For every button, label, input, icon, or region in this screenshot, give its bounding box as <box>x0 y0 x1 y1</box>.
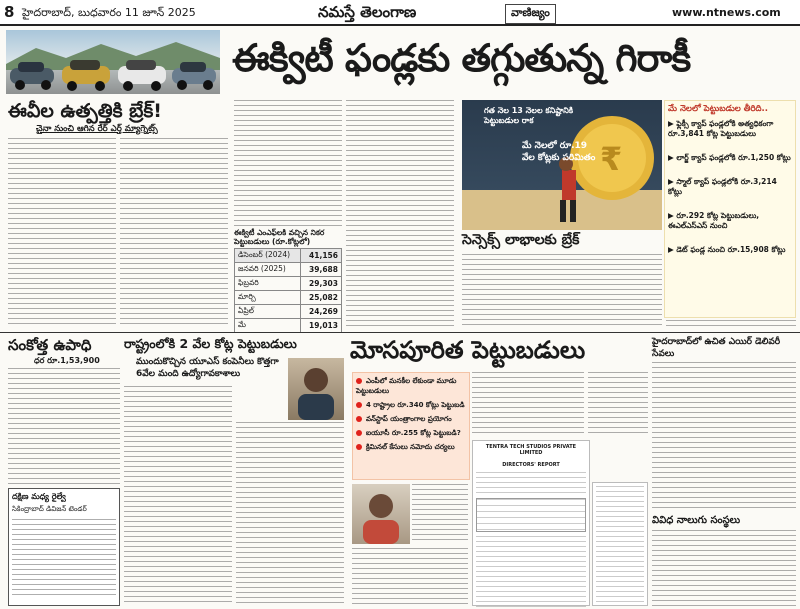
sidebar-item: ▶ రూ.292 కోట్ల పెట్టుబడులు, ఈఎల్ఎస్ఎస్ నుంచి <box>668 211 760 230</box>
investment-subhead: ముందుకొచ్చిన యూఎస్ కంపెనీలు కొత్తగా 6వేల మంది ఉద్యోగావకాశాలు <box>136 357 279 379</box>
fraud-body-col2 <box>588 372 648 436</box>
right-col-body-2 <box>652 530 796 606</box>
bullet-text: ఐయూసీ రూ.255 కోట్ల పెట్టుబడి? <box>366 429 461 437</box>
month-cell: ఫిబ్రవరి <box>235 277 301 291</box>
doc-title: TENTRA TECH STUDIOS PRIVATE LIMITED <box>485 444 577 456</box>
month-cell: మే <box>235 319 301 333</box>
dateline: హైదరాబాద్, బుధవారం 11 జూన్ 2025 <box>22 6 196 19</box>
doc-heading: DIRECTORS' REPORT <box>502 462 560 468</box>
doc-body <box>476 472 586 494</box>
mf-story-body-col1 <box>234 100 342 226</box>
fraud-body-col3 <box>412 484 468 544</box>
sidebar-item: ▶ డెట్ ఫండ్ల నుంచి రూ.15,908 కోట్లు <box>668 245 786 254</box>
mf-table-title: ఈక్విటీ ఎంఎఫ్‌లకి వచ్చిన నికర పెట్టుబడులు (రూ.కోట్లలో) <box>234 228 325 246</box>
fraud-bullet-item <box>356 442 466 452</box>
person-photo-1 <box>288 358 344 420</box>
company-document-scan-2 <box>592 482 648 606</box>
month-cell: డిసెంబర్ (2024) <box>235 249 301 263</box>
main-headline: ఈక్విటీ ఫండ్లకు తగ్గుతున్న గిరాకీ <box>232 36 691 80</box>
investment-headline: రాష్ట్రంలోకి 2 వేల కోట్ల పెట్టుబడులు <box>124 336 297 351</box>
railway-tender-ad <box>8 488 120 606</box>
table-row <box>235 277 342 291</box>
ev-cars-photo <box>6 30 220 94</box>
website-url: www.ntnews.com <box>672 6 781 19</box>
value-cell: 19,013 <box>301 319 342 333</box>
mf-sidebar <box>664 100 796 318</box>
fraud-bullet-item <box>356 400 466 410</box>
table-row <box>235 305 342 319</box>
masthead: నమస్తే తెలంగాణ <box>318 3 417 21</box>
sidebar-item: ▶ లార్జ్ క్యాప్ ఫండ్లలోకి రూ.1,250 కోట్లు <box>668 153 791 162</box>
value-cell: 25,082 <box>301 291 342 305</box>
fraud-body-col1 <box>472 372 584 436</box>
month-cell: జనవరి (2025) <box>235 263 301 277</box>
table-row <box>235 319 342 333</box>
fraud-bullets <box>356 376 466 452</box>
bullet-text: 4 రాష్ట్రాల రూ.340 కోట్లు పెట్టుబడి <box>366 401 465 409</box>
month-cell: మార్చి <box>235 291 301 305</box>
sidebar-list <box>665 119 795 255</box>
company-document-scan <box>472 440 590 606</box>
ad-body <box>12 519 116 597</box>
sidebar-item: ▶ ఫ్లెక్సీ క్యాప్ ఫండ్లలోకి అత్యధికంగా రూ.3,841 కోట్ల పెట్టుబడులు <box>668 119 774 138</box>
ev-story-body <box>8 138 116 328</box>
bullet-dot-icon <box>356 444 362 450</box>
table-row <box>235 291 342 305</box>
fraud-bullets-box <box>352 372 470 480</box>
doc-table <box>476 498 586 532</box>
value-cell: 39,688 <box>301 263 342 277</box>
sidebar-title: మే నెలలో పెట్టుబడుల తీరిది.. <box>668 104 768 114</box>
bullet-dot-icon <box>356 402 362 408</box>
sensex-headline: సెన్సెక్స్ లాభాలకు బ్రేక్ <box>462 232 580 248</box>
value-cell: 41,156 <box>301 249 342 263</box>
bullet-dot-icon <box>356 416 362 422</box>
page-number: 8 <box>4 3 15 21</box>
section-label: వాణిజ్యం <box>505 4 556 24</box>
cars-illustration <box>6 30 220 94</box>
ad-ref: సికింద్రాబాద్ డివిజన్ టెండర్ <box>12 505 87 513</box>
right-col-headline-1: హైదరాబాద్‌లో ఉచిత ఎయిర్ డెలివరీ సేవలు <box>652 337 781 359</box>
unemployment-headline: సంకోత్త ఉపాధి <box>8 336 92 354</box>
investment-body-col1 <box>124 386 232 606</box>
fraud-bullet-item <box>356 428 466 438</box>
investment-body-col2 <box>236 422 344 606</box>
sensex-body <box>462 254 662 328</box>
ev-story-subhead: చైనా నుంచి ఆగిన రేర్ ఎర్త్ మ్యాగ్నెట్స్ <box>36 124 158 134</box>
bullet-dot-icon <box>356 430 362 436</box>
person-silhouette-icon <box>352 484 410 544</box>
fraud-bullet-item <box>356 414 466 424</box>
graphic-callout: గత నెల 13 నెలల కనిష్టానికి పెట్టుబడుల రాక <box>484 106 573 125</box>
unemployment-subhead: ధర రూ.1,53,900 <box>34 356 100 365</box>
fraud-body-col4 <box>352 548 468 606</box>
month-cell: ఏప్రిల్ <box>235 305 301 319</box>
bullet-dot-icon <box>356 378 362 384</box>
mf-inflow-table-box <box>234 228 342 328</box>
person-silhouette-icon <box>288 358 344 420</box>
doc-body-2 <box>476 536 586 609</box>
sensex-body-right <box>666 320 796 330</box>
value-cell: 24,269 <box>301 305 342 319</box>
unemployment-body <box>8 368 120 484</box>
bullet-text: క్రిమినల్ కేసులు నమోదు చర్యలు <box>366 443 455 451</box>
bullet-text: వన్‌స్టాప్ యంత్రాంగాల ప్రయోగం <box>366 415 452 423</box>
mf-graphic <box>462 100 662 230</box>
mf-inflow-table <box>234 248 342 333</box>
doc2-body <box>596 486 644 604</box>
person-photo-2 <box>352 484 410 544</box>
section-divider <box>0 332 800 333</box>
graphic-subcallout: మే నెలలో రూ.19 వేల కోట్లకు పరిమితం <box>522 141 596 163</box>
fraud-bullet-item <box>356 376 466 396</box>
ev-story-body-col2 <box>120 138 228 328</box>
svg-text:₹: ₹ <box>600 140 623 178</box>
table-row <box>235 249 342 263</box>
mf-story-body-col2 <box>346 100 454 226</box>
value-cell: 29,303 <box>301 277 342 291</box>
bullet-text: ఎంపీలో మనకీల లేకుండా మూడు పెట్టుబడులు <box>356 377 457 395</box>
ev-story-headline: ఈవీల ఉత్పత్తికి బ్రేక్! <box>8 100 162 122</box>
ad-org: దక్షిణ మధ్య రైల్వే <box>12 492 66 501</box>
right-col-body-1 <box>652 362 796 512</box>
sidebar-item: ▶ స్మాల్ క్యాప్ ఫండ్లలోకి రూ.3,214 కోట్లు <box>668 177 777 196</box>
right-col-headline-2: వివిధ నాలుగు సంస్థలు <box>652 515 741 526</box>
mf-story-body-col3 <box>346 230 454 330</box>
page-header <box>0 0 800 26</box>
fraud-headline: మోసపూరిత పెట్టుబడులు <box>350 336 586 364</box>
table-row <box>235 263 342 277</box>
